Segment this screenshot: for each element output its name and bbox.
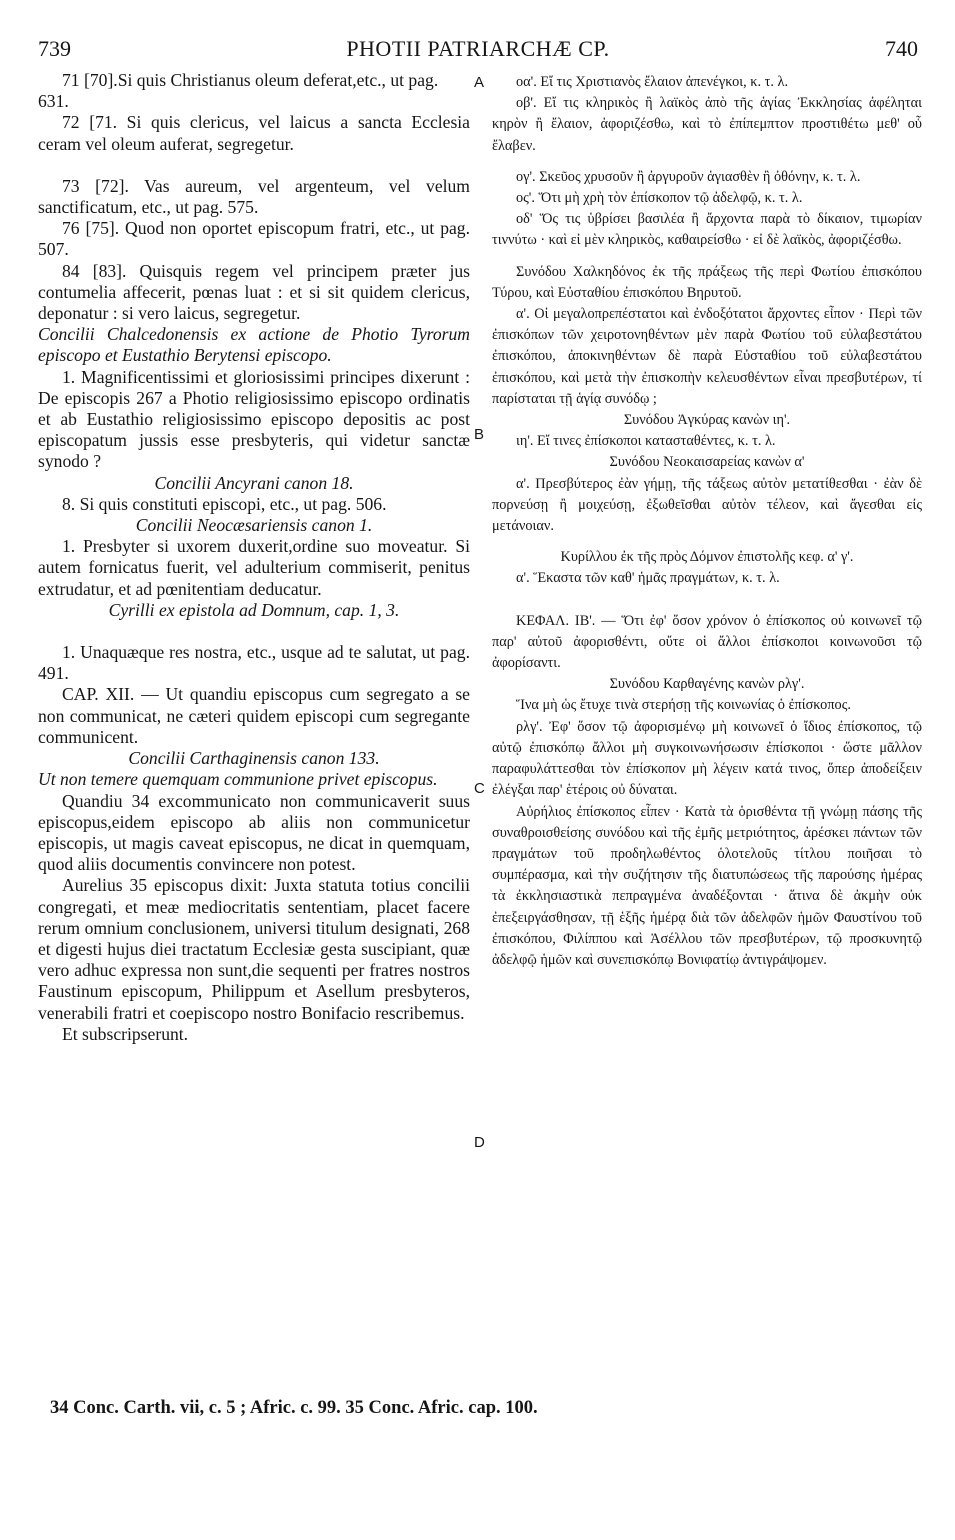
greek-heading-ancyra: Συνόδου Ἀγκύρας κανὼν ιη'. xyxy=(623,412,791,429)
greek-neocaesarea-1: α'. Πρεσβύτερος ἐὰν γήμῃ, τῆς τάξεως αὐτὸν μετατίθεσθαι · ἐὰν δὲ πορνεύσῃ ἢ μοιχεύσῃ, ἐξωθεῖσθαι αὐτὸν τέλεον, καὶ ἄγεσθαι εἰς μετάνοιαν. xyxy=(492,475,922,535)
latin-chalcedon-1: 1. Magnificentissimi et gloriosissimi principes dixerunt : De episcopis 267 a Photio religiosissimo episcopo ordinatis et ab Eustathio religiosissimo episcopo depositis ac post episcopatum jussis esse presbyteris, qui videtur sanctæ synodo ? xyxy=(38,366,470,472)
greek-aurelius: Αὐρήλιος ἐπίσκοπος εἶπεν · Κατὰ τὰ ὁρισθέντα τῇ γνώμῃ πάσης τῆς συναθροισθείσης συνόδου καὶ τῆς ἐμῆς μετριότητος, ἀρέσκει πάντων τῶν πραγμάτων τοῦ προδηλωθέντος ὁλοτελοῦς τίτλου ποιῆσαι τὸ συμπέρασμα, καὶ τὴν συζήτησιν τῆς διατυπώσεως τῆς παρούσης ἡμέρας τὰ ἐκκλησιαστικὰ πεπραγμένα ἀναδέξονται · ἅτινα δὲ ἀκμὴν οὐκ ἐπεξειργάσθησαν, τῇ ἑξῆς ἡμέρᾳ διὰ τῶν ἀδελφῶν ἡμῶν Φαυστίνου τοῦ ἐπισκόπου, Φιλίππου καὶ Ἀσέλλου τῶν πρεσβυτέρων, τῷ προσκυνητῷ ἀδελφῷ ἡμῶν καὶ συνεπισκόπῳ Βονιφατίῳ ἀντιγράψομεν. xyxy=(492,803,922,968)
margin-letter-d: D xyxy=(474,1134,485,1151)
latin-ancyra-8: 8. Si quis constituti episcopi, etc., ut pag. 506. xyxy=(62,493,387,514)
greek-canon-72: οβ'. Εἴ τις κληρικὸς ἢ λαϊκὸς ἀπὸ τῆς ἁγίας Ἐκκλησίας ἀφέληται κηρὸν ἢ ἔλαιον, ἀφοριζέσθω, καὶ τὸ ἐπίπεμπτον προστιθέτω μεθ' οὗ ἔλαβεν. xyxy=(492,95,922,154)
page-title: PHOTII PATRIARCHÆ CP. xyxy=(346,36,610,61)
greek-cyril-1: α'. Ἕκαστα τῶν καθ' ἡμᾶς πραγμάτων, κ. τ. λ. xyxy=(516,570,780,587)
greek-heading-neocaesarea: Συνόδου Νεοκαισαρείας κανὼν α' xyxy=(609,454,805,471)
latin-aurelius: Aurelius 35 episcopus dixit: Juxta statuta totius concilii congregati, et meæ mediocritatis sententiam, placet facere rerum omnium conclusionem, universi titulum designati, 268 et digesti hujus diei tractatum Ecclesiæ gesta suscipiant, quæ vero adhuc expressa non sunt,die sequenti per fratres nostros Faustinum episcopum, Philippum et Asellum presbyteros, venerabili fratri et coepiscopo nostro Bonifacio rescribemus. xyxy=(38,875,470,1023)
latin-carthage-canon: Quandiu 34 excommunicato non communicaverit suus episcopus,eidem episcopo ab aliis non communicetur episcopis, ut magis caveat episcopus, ne dicat in quemquam, quod aliis documentis convincere non potest. xyxy=(38,790,470,875)
latin-heading-cyril: Cyrilli ex epistola ad Domnum, cap. 1, 3. xyxy=(108,599,400,620)
margin-letter-a: A xyxy=(474,74,485,91)
margin-letter-c: C xyxy=(474,780,485,797)
latin-neocaesarea-1: 1. Presbyter si uxorem duxerit,ordine suo moveatur. Si autem fornicatus fuerit, vel adulterium commiserit, penitus extrudatur, et ad pœnitentiam deducatur. xyxy=(38,536,470,599)
latin-chapter-12: CAP. XII. — Ut quandiu episcopus cum segregato a se non communicat, ne cæteri quidem episcopi cum segregante communicent. xyxy=(38,684,470,747)
latin-subscripserunt: Et subscripserunt. xyxy=(62,1023,189,1044)
latin-canon-72: 72 [71. Si quis clericus, vel laicus a sancta Ecclesia ceram vel oleum auferat, segregetur. xyxy=(38,112,470,154)
latin-column xyxy=(38,70,470,1045)
greek-carthage-canon: ρλγ'. Ἐφ' ὅσον τῷ ἀφορισμένῳ μὴ κοινωνεῖ ὁ ἴδιος ἐπίσκοπος, τῷ αὐτῷ ἐπισκόπῳ ἄλλοι μὴ συγκοινωνήσωσιν ἐπίσκοποι · ὥστε μᾶλλον παραφυλάττεσθαι τὸν ἐπίσκοπον μὴ λέγειν κατά τινος, ὅπερ ἀποδείξειν ἐλέγξαι παρ' ἑτέροις οὐ δύναται. xyxy=(492,718,922,799)
greek-chalcedon-1: α'. Οἱ μεγαλοπρεπέστατοι καὶ ἐνδοξότατοι ἄρχοντες εἶπον · Περὶ τῶν ἐπισκόπων τῶν χειροτονηθέντων μὲν παρὰ Φωτίου τοῦ εὐλαβεστάτου ἐπισκόπου, ἀποκινηθέντων δὲ παρὰ Εὐσταθίου τοῦ εὐλαβεστάτου ἐπισκόπου, καὶ μετὰ τὴν ἐπισκοπὴν κελευσθέντων εἶναι πρεσβυτέρων, τί παρίσταται τῇ ἁγίᾳ συνόδῳ ; xyxy=(492,306,922,407)
latin-heading-chalcedon: Concilii Chalcedonensis ex actione de Photio Tyrorum episcopo et Eustathio Berytensi episcopo. xyxy=(38,324,470,366)
latin-cyril-1: 1. Unaquæque res nostra, etc., usque ad te salutat, ut pag. 491. xyxy=(38,642,470,684)
latin-canon-71: 71 [70].Si quis Christianus oleum deferat,etc., ut pag. 631. xyxy=(38,70,439,112)
latin-canon-73: 73 [72]. Vas aureum, vel argenteum, vel velum sanctificatum, etc., ut pag. 575. xyxy=(38,175,470,218)
greek-chapter-12: ΚΕΦΑΛ. ΙΒ'. — Ὅτι ἐφ' ὅσον χρόνον ὁ ἐπίσκοπος οὐ κοινωνεῖ τῷ παρ' αὐτοῦ ἀφορισθέντι, οὔτε οἱ ἄλλοι ἐπίσκοποι κοινωνοῦσι τῷ ἀφορίσαντι. xyxy=(492,612,922,672)
greek-canon-76: ος'. Ὅτι μὴ χρὴ τὸν ἐπίσκοπον τῷ ἀδελφῷ, κ. τ. λ. xyxy=(516,190,803,207)
running-header xyxy=(38,36,918,66)
page-number-right: 740 xyxy=(885,36,918,61)
latin-heading-carthage-sub: Ut non temere quemquam communione privet episcopus. xyxy=(38,769,438,790)
greek-canon-71: οα'. Εἴ τις Χριστιανὸς ἔλαιον ἀπενέγκοι, κ. τ. λ. xyxy=(516,74,789,90)
greek-heading-carthage: Συνόδου Καρθαγένης κανὼν ρλγ'. xyxy=(609,676,805,693)
greek-ancyra-18: ιη'. Εἴ τινες ἐπίσκοποι κατασταθέντες, κ. τ. λ. xyxy=(516,433,776,450)
greek-column xyxy=(492,72,922,971)
margin-letter-b: B xyxy=(474,426,485,443)
latin-heading-neocaesarea: Concilii Neocæsariensis canon 1. xyxy=(135,515,373,536)
greek-canon-73: ογ'. Σκεῦος χρυσοῦν ἢ ἀργυροῦν ἁγιασθὲν ἢ ὀθόνην, κ. τ. λ. xyxy=(516,168,861,185)
greek-canon-74: οδ' Ὅς τις ὑβρίσει βασιλέα ἢ ἄρχοντα παρὰ τὸ δίκαιον, τιμωρίαν τιννύτω · καὶ εἰ μὲν κληρικὸς, καθαιρείσθω · εἰ δὲ λαϊκὸς, ἀφοριζέσθω. xyxy=(492,211,922,249)
greek-heading-cyril: Κυρίλλου ἐκ τῆς πρὸς Δόμνον ἐπιστολῆς κεφ. α' γ'. xyxy=(560,549,854,566)
greek-heading-chalcedon: Συνόδου Χαλκηδόνος ἐκ τῆς πράξεως τῆς περὶ Φωτίου ἐπισκόπου Τύρου, καὶ Εὐσταθίου ἐπισκόπου Βηρυτοῦ. xyxy=(492,263,922,301)
latin-canon-76: 76 [75]. Quod non oportet episcopum fratri, etc., ut pag. 507. xyxy=(38,218,470,260)
latin-canon-84: 84 [83]. Quisquis regem vel principem præter jus contumelia affecerit, pœnas luat : et si sit quidem clericus, deponatur : si vero laicus, segregetur. xyxy=(38,260,470,324)
latin-heading-carthage: Concilii Carthaginensis canon 133. xyxy=(128,748,380,769)
latin-heading-ancyra: Concilii Ancyrani canon 18. xyxy=(154,472,354,493)
greek-heading-carthage-sub: Ἵνα μὴ ὡς ἔτυχε τινὰ στερήσῃ τῆς κοινωνίας ὁ ἐπίσκοπος. xyxy=(516,697,851,714)
page-number-left: 739 xyxy=(38,36,71,61)
footnotes: 34 Conc. Carth. vii, c. 5 ; Afric. c. 99. 35 Conc. Afric. cap. 100. xyxy=(50,1398,538,1418)
